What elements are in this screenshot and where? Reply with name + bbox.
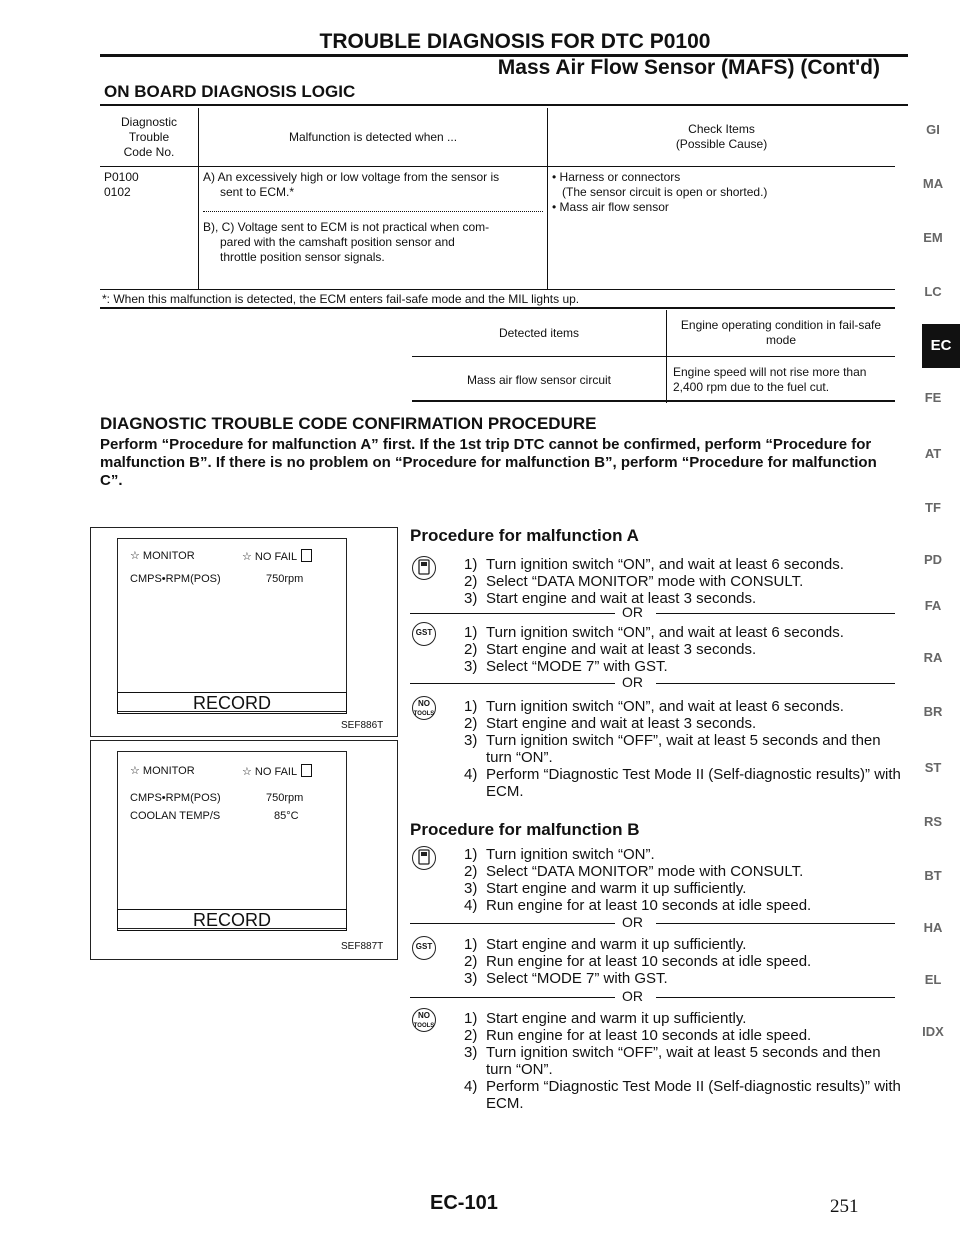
figure-ref-1: SEF886T <box>341 720 384 731</box>
index-tab-ma[interactable]: MA <box>922 176 944 191</box>
index-tab-ra[interactable]: RA <box>923 650 943 665</box>
confirmation-heading: DIAGNOSTIC TROUBLE CODE CONFIRMATION PROCEDURE <box>100 414 597 433</box>
no-tools-icon: NO TOOLS <box>412 1008 436 1032</box>
or-divider: OR <box>410 676 895 690</box>
consult-screen-2 <box>90 740 398 960</box>
dtc-code-cell: P0100 0102 <box>104 170 139 199</box>
or-divider: OR <box>410 606 895 620</box>
footnote-rule <box>100 307 895 309</box>
footnote: *: When this malfunction is detected, the ECM enters fail-safe mode and the MIL lights up. <box>102 292 580 306</box>
index-tab-ec-active[interactable]: EC <box>922 324 960 368</box>
consult-tool-icon <box>412 556 436 580</box>
check-items-cell: • Harness or connectors (The sensor circuit is open or shorted.) • Mass air flow sensor <box>548 167 896 290</box>
consult-tool-icon <box>412 846 436 870</box>
page-number: 251 <box>830 1196 859 1217</box>
index-tab-at[interactable]: AT <box>924 446 942 461</box>
malfunction-cell: A) An excessively high or low voltage from the sensor is sent to ECM.* B), C) Voltage sent to ECM is not practical when com- pared with the camshaft position sensor and throttle position sensor signals. <box>199 167 548 290</box>
screen-2-row1-label: CMPS•RPM(POS) <box>130 792 221 804</box>
monitor-label: ☆ MONITOR <box>130 550 195 562</box>
table-bottom-rule <box>100 289 895 290</box>
index-tab-pd[interactable]: PD <box>923 552 943 567</box>
page-title: TROUBLE DIAGNOSIS FOR DTC P0100 <box>319 30 711 53</box>
failsafe-condition: Engine speed will not rise more than 2,400 rpm due to the fuel cut. <box>667 357 896 404</box>
procedure-b-gst-steps: 1) Start engine and warm it up sufficiently. 2) Run engine for at least 10 seconds at idle speed. 3) Select “MODE 7” with GST. <box>464 936 812 987</box>
consult-screen-1 <box>90 527 398 737</box>
index-tab-lc[interactable]: LC <box>924 284 942 299</box>
page-subtitle: Mass Air Flow Sensor (MAFS) (Cont'd) <box>497 56 880 79</box>
index-tab-ha[interactable]: HA <box>923 920 943 935</box>
index-tab-gi[interactable]: GI <box>926 122 940 137</box>
col-header-code: Diagnostic Trouble Code No. <box>100 108 199 167</box>
no-fail-label: ☆ NO FAIL <box>242 764 312 778</box>
screen-2-row1-value: 750rpm <box>266 792 304 804</box>
procedure-a-consult-steps: 1) Turn ignition switch “ON”, and wait at least 6 seconds. 2) Select “DATA MONITOR” mode with CONSULT. 3) Start engine and wait at least 3 seconds. <box>464 556 844 607</box>
diagnosis-table <box>100 108 895 289</box>
gst-tool-icon: GST <box>412 622 436 646</box>
procedure-a-heading: Procedure for malfunction A <box>410 526 639 545</box>
checkbox-icon <box>301 549 312 562</box>
screen-2-row2-value: 85°C <box>274 810 299 822</box>
procedure-b-no-tools-steps: 1) Start engine and warm it up sufficiently. 2) Run engine for at least 10 seconds at idle speed. 3) Turn ignition switch “OFF”, wait at least 5 seconds and then turn “ON”. 4) Perform “Diagnostic Test Mode II (Self-diagnostic results)” with ECM. <box>464 1010 901 1112</box>
screen-2-row2-label: COOLAN TEMP/S <box>130 810 221 822</box>
page-code: EC-101 <box>430 1192 498 1214</box>
procedure-a-gst-steps: 1) Turn ignition switch “ON”, and wait at least 6 seconds. 2) Start engine and wait at least 3 seconds. 3) Select “MODE 7” with GST. <box>464 624 844 675</box>
index-tab-bt[interactable]: BT <box>924 868 942 883</box>
index-tab-br[interactable]: BR <box>923 704 943 719</box>
col-header-malfunction: Malfunction is detected when ... <box>199 108 548 167</box>
procedure-b-consult-steps: 1) Turn ignition switch “ON”. 2) Select “DATA MONITOR” mode with CONSULT. 3) Start engine and warm it up sufficiently. 4) Run engine for at least 10 seconds at idle speed. <box>464 846 812 914</box>
index-tab-st[interactable]: ST <box>924 760 942 775</box>
index-tab-fe[interactable]: FE <box>924 390 942 405</box>
failsafe-item: Mass air flow sensor circuit <box>466 372 612 387</box>
index-tab-idx[interactable]: IDX <box>922 1024 944 1039</box>
no-tools-icon: NO TOOLS <box>412 696 436 720</box>
procedure-b-heading: Procedure for malfunction B <box>410 820 640 839</box>
procedure-a-no-tools-steps: 1) Turn ignition switch “ON”, and wait at least 6 seconds. 2) Start engine and wait at least 3 seconds. 3) Turn ignition switch “OFF”, wait at least 5 seconds and then turn “ON”. 4) Perform “Diagnostic Test Mode II (Self-diagnostic results)” with ECM. <box>464 698 901 800</box>
record-button-2[interactable]: RECORD <box>117 909 347 931</box>
no-fail-label: ☆ NO FAIL <box>242 549 312 563</box>
record-button-1[interactable]: RECORD <box>117 692 347 714</box>
index-tab-tf[interactable]: TF <box>925 500 941 515</box>
index-tab-el[interactable]: EL <box>924 972 942 987</box>
obd-logic-heading: ON BOARD DIAGNOSIS LOGIC <box>104 82 356 101</box>
failsafe-table <box>412 310 895 403</box>
section-rule <box>100 104 908 106</box>
figure-ref-2: SEF887T <box>341 941 384 952</box>
screen-1-row-label: CMPS•RPM(POS) <box>130 573 221 585</box>
or-divider: OR <box>410 990 895 1004</box>
col-header-check: Check Items (Possible Cause) <box>548 108 896 167</box>
monitor-label: ☆ MONITOR <box>130 765 195 777</box>
screen-1-display <box>117 538 347 712</box>
index-tab-rs[interactable]: RS <box>923 814 943 829</box>
screen-1-row-value: 750rpm <box>266 573 304 585</box>
or-divider: OR <box>410 916 895 930</box>
index-tab-em[interactable]: EM <box>923 230 943 245</box>
index-tab-fa[interactable]: FA <box>924 598 942 613</box>
checkbox-icon <box>301 764 312 777</box>
failsafe-col-condition: Engine operating condition in fail-safe mode <box>667 310 896 357</box>
confirmation-body: Perform “Procedure for malfunction A” first. If the 1st trip DTC cannot be confirmed, perform “Procedure for malfunction B”. If there is no problem on “Procedure for malfunction B”, perform “Procedure for malfunction C”. <box>100 436 877 489</box>
screen-2-display <box>117 751 347 929</box>
gst-tool-icon: GST <box>412 936 436 960</box>
failsafe-col-detected: Detected items <box>412 310 667 357</box>
failsafe-rule <box>412 400 895 402</box>
